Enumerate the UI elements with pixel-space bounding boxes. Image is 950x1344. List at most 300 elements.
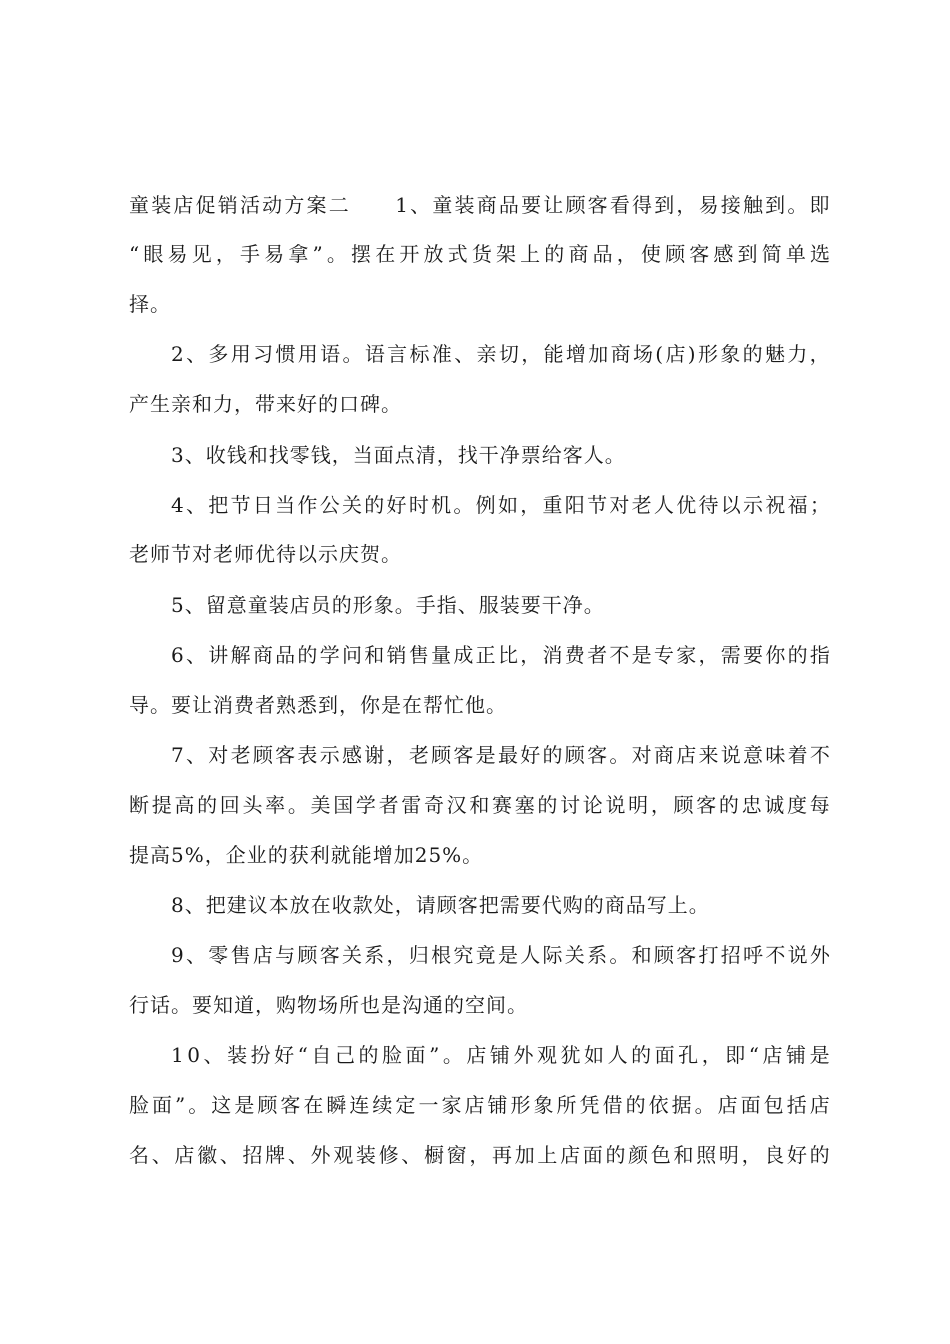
glyph: 场 (632, 342, 654, 366)
glyph: 的 (809, 1143, 831, 1167)
glyph: 着 (787, 743, 809, 767)
glyph: 。 (326, 242, 348, 266)
glyph: 是 (234, 1093, 256, 1117)
glyph: 明 (718, 1143, 740, 1167)
glyph: “ (748, 1043, 760, 1067)
glyph: ， (521, 342, 543, 366)
glyph: 客 (696, 793, 718, 817)
glyph: 商 (252, 643, 274, 667)
glyph: 、 (151, 1143, 173, 1167)
glyph: ， (698, 643, 720, 667)
glyph: 招 (720, 943, 742, 967)
glyph: 归 (408, 943, 430, 967)
glyph: 标 (409, 342, 431, 366)
glyph: 优 (676, 493, 698, 517)
glyph: 架 (495, 242, 517, 266)
glyph: 高 (174, 793, 196, 817)
glyph: 上 (537, 1143, 559, 1167)
glyph: 诚 (764, 793, 786, 817)
glyph: ， (701, 1043, 723, 1067)
glyph: 品 (275, 643, 297, 667)
glyph: 把 (208, 493, 230, 517)
glyph: 际 (542, 943, 564, 967)
glyph: 以 (720, 493, 742, 517)
glyph: 1 (395, 193, 409, 217)
glyph: 触 (742, 193, 764, 217)
glyph: 促 (195, 193, 217, 217)
glyph: 家 (676, 643, 698, 667)
glyph: 语 (320, 342, 342, 366)
glyph: 外 (513, 1043, 535, 1067)
glyph: 。 (188, 1093, 210, 1117)
paragraph-10-line-1 (171, 1041, 831, 1069)
glyph: 徽 (197, 1143, 219, 1167)
paragraph-7-line-3: 提高5%，企业的获利就能增加25%。 (129, 843, 484, 867)
glyph: 橱 (423, 1143, 445, 1167)
glyph: 童 (432, 193, 454, 217)
glyph: 客 (676, 943, 698, 967)
glyph: 。 (442, 1043, 464, 1067)
glyph: 是 (809, 1043, 831, 1067)
glyph: 忠 (741, 793, 763, 817)
paragraph-2-line-1 (171, 340, 831, 368)
glyph: 亲 (476, 342, 498, 366)
glyph: 根 (431, 943, 453, 967)
glyph: 问 (341, 643, 363, 667)
glyph: ( (655, 342, 665, 366)
glyph: 意 (743, 743, 765, 767)
glyph: 眼 (143, 242, 165, 266)
glyph: 学 (319, 643, 341, 667)
glyph: 。 (453, 493, 475, 517)
glyph: 观 (333, 1143, 355, 1167)
glyph: ， (809, 342, 831, 366)
glyph: 即 (725, 1043, 747, 1067)
glyph: 店 (560, 1143, 582, 1167)
glyph: 形 (697, 342, 719, 366)
glyph: 节 (230, 493, 252, 517)
paragraph-7-line-2 (129, 791, 831, 819)
glyph: 店 (665, 342, 687, 366)
glyph: 正 (475, 643, 497, 667)
glyph: 孔 (678, 1043, 700, 1067)
glyph: 6 (171, 643, 185, 667)
paragraph-4-line-1 (171, 491, 831, 519)
glyph: 铺 (487, 1093, 509, 1117)
glyph: 塞 (514, 793, 536, 817)
glyph: 学 (355, 793, 377, 817)
glyph: 品 (592, 242, 614, 266)
glyph: 得 (632, 193, 654, 217)
glyph: 最 (497, 743, 519, 767)
glyph: 呼 (743, 943, 765, 967)
glyph: 如 (584, 1043, 606, 1067)
glyph: 是 (475, 743, 497, 767)
glyph (373, 191, 394, 219)
glyph: 己 (334, 1043, 356, 1067)
glyph: 关 (341, 943, 363, 967)
glyph: 说 (605, 793, 627, 817)
glyph: 好 (520, 743, 542, 767)
paragraph-1-line-3: 择。 (129, 292, 171, 316)
glyph: 日 (252, 493, 274, 517)
glyph: 客 (319, 943, 341, 967)
glyph: 借 (602, 1093, 624, 1117)
glyph: ” (175, 1093, 187, 1117)
glyph: 国 (333, 793, 355, 817)
glyph: 机 (431, 493, 453, 517)
paragraph-2-line-2: 产生亲和力，带来好的口碑。 (129, 392, 402, 416)
glyph: ) (687, 342, 697, 366)
glyph: 来 (698, 743, 720, 767)
glyph: 不 (609, 643, 631, 667)
glyph: 9 (171, 943, 185, 967)
glyph: 者 (587, 643, 609, 667)
glyph: 、 (186, 493, 208, 517)
glyph: 顾 (673, 793, 695, 817)
glyph: 易 (264, 242, 286, 266)
glyph: 顾 (665, 242, 687, 266)
glyph: 多 (208, 342, 230, 366)
glyph: 客 (280, 1093, 302, 1117)
glyph: 人 (520, 943, 542, 967)
glyph: 讲 (208, 643, 230, 667)
glyph: 的 (544, 242, 566, 266)
glyph: 装 (227, 1043, 249, 1067)
glyph: 到 (737, 242, 759, 266)
glyph: 表 (297, 743, 319, 767)
glyph: 铺 (786, 1043, 808, 1067)
glyph: 每 (809, 793, 831, 817)
glyph: 解 (230, 643, 252, 667)
glyph: 凭 (579, 1093, 601, 1117)
glyph: 装 (151, 193, 173, 217)
glyph: 的 (631, 1043, 653, 1067)
glyph: 店 (717, 1093, 739, 1117)
glyph: 。 (609, 943, 631, 967)
glyph: 力 (787, 342, 809, 366)
glyph: 用 (230, 342, 252, 366)
glyph: 。 (609, 743, 631, 767)
glyph: 语 (364, 342, 386, 366)
glyph: 当 (275, 493, 297, 517)
glyph: 味 (765, 743, 787, 767)
glyph: “ (297, 1043, 309, 1067)
glyph: 让 (543, 193, 565, 217)
glyph: 和 (673, 1143, 695, 1167)
glyph: 祝 (765, 493, 787, 517)
glyph: 顾 (565, 193, 587, 217)
glyph: 易 (167, 242, 189, 266)
glyph: 脸 (129, 1093, 150, 1117)
glyph: 照 (696, 1143, 718, 1167)
glyph: 加 (514, 1143, 536, 1167)
paragraph-1-line-2 (129, 240, 831, 268)
glyph: 家 (441, 1093, 463, 1117)
glyph: 到 (765, 193, 787, 217)
glyph: 放 (423, 242, 445, 266)
glyph: 顾 (297, 943, 319, 967)
glyph: 象 (533, 1093, 555, 1117)
glyph: 汉 (446, 793, 468, 817)
glyph: ； (809, 493, 831, 517)
glyph: ， (469, 1143, 491, 1167)
glyph: 活 (239, 193, 261, 217)
glyph: 回 (219, 793, 241, 817)
glyph: 如 (497, 493, 519, 517)
glyph: 商 (610, 342, 632, 366)
glyph: 案 (306, 193, 328, 217)
glyph: 准 (431, 342, 453, 366)
glyph: 与 (275, 943, 297, 967)
glyph: 顾 (257, 1093, 279, 1117)
glyph: 率 (265, 793, 287, 817)
glyph: 7 (171, 743, 185, 767)
glyph: 增 (565, 342, 587, 366)
glyph: 的 (787, 643, 809, 667)
glyph: 拿 (288, 242, 310, 266)
glyph: 一 (418, 1093, 440, 1117)
glyph: 。 (694, 1093, 716, 1117)
glyph: 时 (408, 493, 430, 517)
glyph: 的 (542, 743, 564, 767)
glyph: 包 (763, 1093, 785, 1117)
glyph: 窗 (446, 1143, 468, 1167)
glyph: 关 (341, 493, 363, 517)
glyph: 易 (698, 193, 720, 217)
glyph: 上 (520, 242, 542, 266)
glyph: ， (650, 793, 672, 817)
glyph: ， (741, 1143, 763, 1167)
glyph: “ (129, 242, 141, 266)
glyph: 公 (319, 493, 341, 517)
paragraph-5-line-1: 5、留意童装店员的形象。手指、服装要干净。 (171, 593, 605, 617)
glyph: 动 (262, 193, 284, 217)
glyph: 的 (297, 643, 319, 667)
glyph: 和 (631, 943, 653, 967)
glyph: 货 (471, 242, 493, 266)
glyph: 颜 (628, 1143, 650, 1167)
glyph: 售 (408, 643, 430, 667)
glyph: 1 (171, 1043, 185, 1067)
glyph: 重 (542, 493, 564, 517)
glyph: 顾 (431, 743, 453, 767)
glyph: 客 (587, 743, 609, 767)
glyph: 赛 (492, 793, 513, 817)
glyph: 好 (274, 1043, 296, 1067)
glyph: 犹 (560, 1043, 582, 1067)
glyph: 者 (378, 793, 400, 817)
glyph: 象 (720, 342, 742, 366)
glyph: 面 (152, 1093, 174, 1117)
glyph: 零 (208, 943, 230, 967)
glyph: 、 (287, 1143, 309, 1167)
glyph: 头 (242, 793, 264, 817)
glyph: 需 (720, 643, 742, 667)
glyph: 顾 (252, 743, 274, 767)
glyph: 示 (743, 493, 765, 517)
glyph: 瞬 (326, 1093, 348, 1117)
glyph: ， (215, 242, 237, 266)
glyph: 童 (129, 193, 150, 217)
glyph: 店 (173, 193, 195, 217)
glyph: 式 (447, 242, 469, 266)
glyph: 在 (375, 242, 397, 266)
glyph: 的 (537, 793, 559, 817)
glyph: 例 (475, 493, 497, 517)
paragraph-6-line-1 (171, 641, 831, 669)
glyph: 的 (364, 493, 386, 517)
glyph: 说 (787, 943, 809, 967)
glyph: 定 (395, 1093, 417, 1117)
glyph: 老 (631, 493, 653, 517)
glyph: 在 (303, 1093, 325, 1117)
glyph: 扮 (250, 1043, 272, 1067)
glyph: 断 (129, 793, 150, 817)
glyph: 开 (399, 242, 421, 266)
glyph: 度 (786, 793, 808, 817)
glyph: 手 (240, 242, 262, 266)
glyph: 美 (310, 793, 332, 817)
glyph: 不 (809, 743, 831, 767)
glyph: 感 (713, 242, 735, 266)
paragraph-9-line-2: 行话。要知道，购物场所也是沟通的空间。 (129, 993, 528, 1017)
glyph: 。 (287, 793, 309, 817)
glyph: 客 (689, 242, 711, 266)
glyph: ” (429, 1043, 441, 1067)
glyph: 雷 (401, 793, 423, 817)
paragraph-3-line-1: 3、收钱和找零钱，当面点清，找干净票给客人。 (171, 443, 626, 467)
paragraph-6-line-2: 导。要让消费者熟悉到，你是在帮忙他。 (129, 693, 507, 717)
glyph: 面 (405, 1043, 427, 1067)
glyph: 外 (809, 943, 831, 967)
glyph: 面 (740, 1093, 762, 1117)
glyph: 要 (743, 643, 765, 667)
glyph: 商 (568, 242, 590, 266)
glyph: 店 (464, 1093, 486, 1117)
glyph: 比 (497, 643, 519, 667)
glyph: 品 (498, 193, 520, 217)
glyph: 、 (186, 342, 208, 366)
paragraph-10-line-3 (129, 1141, 831, 1169)
glyph: 是 (631, 643, 653, 667)
glyph: 明 (628, 793, 650, 817)
glyph: 0 (187, 1043, 201, 1067)
glyph: 简 (761, 242, 783, 266)
glyph: 依 (648, 1093, 670, 1117)
glyph: 切 (498, 342, 520, 366)
glyph: 修 (378, 1143, 400, 1167)
glyph: 面 (582, 1143, 604, 1167)
glyph: 奇 (423, 793, 445, 817)
glyph: ， (386, 943, 408, 967)
glyph: 见 (191, 242, 213, 266)
glyph: 的 (742, 342, 764, 366)
glyph: 摆 (351, 242, 373, 266)
glyph: 二 (328, 193, 350, 217)
glyph: 牌 (265, 1143, 287, 1167)
glyph: 成 (453, 643, 475, 667)
paragraph-4-line-2: 老师节对老师优待以示庆贺。 (129, 542, 402, 566)
glyph: 、 (186, 643, 208, 667)
glyph: 店 (809, 1093, 831, 1117)
glyph: 感 (341, 743, 363, 767)
glyph: 加 (588, 342, 610, 366)
glyph: 、 (203, 1043, 225, 1067)
glyph: 商 (653, 743, 675, 767)
glyph: 再 (492, 1143, 513, 1167)
glyph: 这 (211, 1093, 233, 1117)
glyph: 人 (607, 1043, 629, 1067)
glyph: 老 (230, 743, 252, 767)
glyph: 客 (587, 193, 609, 217)
glyph: 顾 (653, 943, 675, 967)
glyph: 人 (653, 493, 675, 517)
glyph: 装 (454, 193, 476, 217)
glyph: 店 (762, 1043, 784, 1067)
glyph: 选 (810, 242, 831, 266)
glyph: 究 (453, 943, 475, 967)
glyph: 、 (186, 943, 208, 967)
glyph: 的 (718, 793, 740, 817)
glyph: ， (520, 643, 542, 667)
glyph: 单 (785, 242, 807, 266)
glyph: 对 (208, 743, 230, 767)
glyph: 脸 (382, 1043, 404, 1067)
glyph: 、 (454, 342, 476, 366)
glyph: 能 (543, 342, 565, 366)
glyph: 方 (284, 193, 306, 217)
glyph: 店 (466, 1043, 488, 1067)
glyph: 使 (640, 242, 662, 266)
paragraph-7-line-1 (171, 741, 831, 769)
glyph: 顾 (564, 743, 586, 767)
glyph: 售 (230, 943, 252, 967)
paragraph-9-line-1 (171, 941, 831, 969)
glyph: 好 (786, 1143, 808, 1167)
glyph: 的 (358, 1043, 380, 1067)
glyph: 示 (319, 743, 341, 767)
glyph: 自 (311, 1043, 333, 1067)
glyph: 言 (387, 342, 409, 366)
glyph: 和 (364, 643, 386, 667)
glyph: 是 (497, 943, 519, 967)
glyph: 用 (297, 342, 319, 366)
glyph: 论 (582, 793, 604, 817)
glyph: 习 (253, 342, 275, 366)
glyph: 惯 (275, 342, 297, 366)
glyph: 面 (654, 1043, 676, 1067)
glyph: 系 (364, 943, 386, 967)
glyph: 形 (510, 1093, 532, 1117)
glyph: 你 (765, 643, 787, 667)
paragraph-1-line-1 (129, 191, 831, 219)
glyph: 和 (469, 793, 491, 817)
glyph: ， (616, 242, 638, 266)
glyph: 店 (174, 1143, 196, 1167)
glyph: ” (312, 242, 324, 266)
glyph: 、 (410, 193, 432, 217)
glyph: 魅 (764, 342, 786, 366)
glyph: 装 (355, 1143, 377, 1167)
glyph: 福 (787, 493, 809, 517)
glyph: 所 (556, 1093, 578, 1117)
glyph: 老 (408, 743, 430, 767)
glyph: 的 (605, 1143, 627, 1167)
glyph: ， (520, 493, 542, 517)
glyph: 费 (564, 643, 586, 667)
glyph: 。 (342, 342, 364, 366)
